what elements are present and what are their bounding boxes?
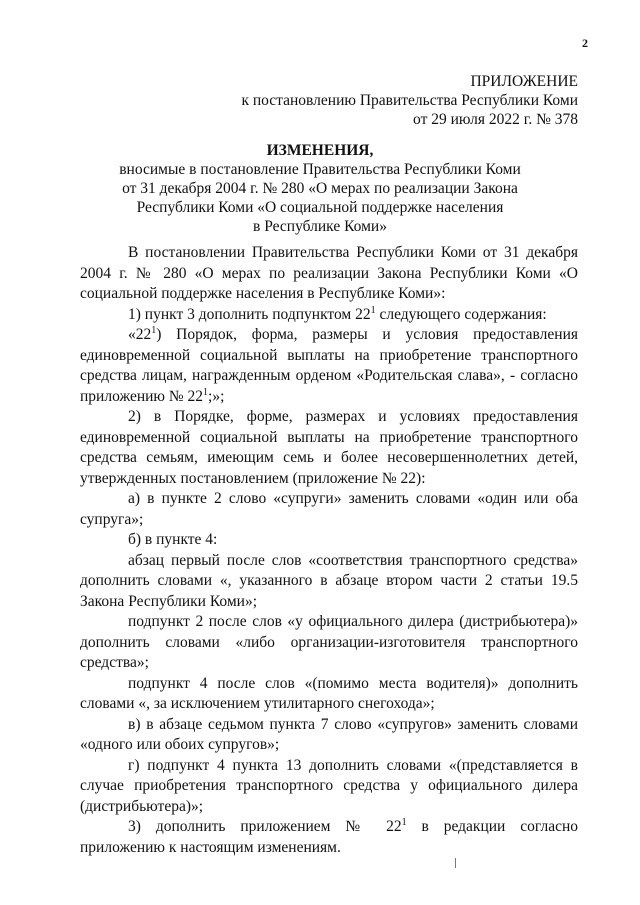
page-number: 2 [582, 36, 588, 50]
item-2d: г) подпункт 4 пункта 13 дополнить словами «(представляется в случае приобретения транспортного средства у официального дилера (дистрибьютера)»; [80, 756, 578, 815]
scan-mark [455, 858, 456, 868]
item-1 [80, 305, 578, 326]
item-1-sup: 1 [370, 304, 376, 316]
document-body [80, 243, 578, 858]
item-3 [80, 817, 578, 858]
intro-paragraph: В постановлении Правительства Республики Коми от 31 декабря 2004 г. № 280 «О мерах по реализации Закона Республики Коми «О социальной поддержке населения в Республике Коми»: [80, 244, 578, 302]
item-1-post: следующего содержания: [375, 305, 547, 323]
item-1-pre: 1) пункт 3 дополнить подпунктом 22 [128, 305, 371, 323]
heading-line-4: в Республике Коми» [253, 218, 387, 235]
item-2b: б) в пункте 4: [128, 531, 218, 548]
heading-line-2: от 31 декабря 2004 г. № 280 «О мерах по реализации Закона [122, 180, 518, 197]
appendix-line-1: к постановлению Правительства Республики Коми [241, 92, 578, 109]
item-3-pre: 3) дополнить приложением № 22 [128, 818, 402, 835]
item-1-text-sup-2: 1 [203, 386, 209, 398]
appendix-title: ПРИЛОЖЕНИЕ [470, 73, 578, 90]
item-2b-1: абзац первый после слов «соответствия транспортного средства» дополнить словами «, указанного в абзаце втором части 2 статьи 19.5 Закона Республики Коми»; [80, 551, 578, 610]
item-1-text-sup: 1 [151, 325, 157, 336]
item-1-text-mid: ) Порядок, форма, размеры и условия предоставления единовременной социальной выплаты на приобретение транспортного средства лицам, награжденным орденом «Родительская слава», - согласно приложению № 22 [80, 326, 578, 405]
appendix-line-2: от 29 июля 2022 г. № 378 [413, 111, 578, 128]
heading-line-3: Республики Коми «О социальной поддержке населения [136, 199, 504, 216]
item-1-text-post: ;»; [208, 387, 225, 405]
item-2b-2: подпункт 2 после слов «у официального дилера (дистрибьютера)» дополнить словами «либо организации-изготовителя транспортного средства»; [80, 613, 578, 671]
appendix-block [241, 72, 578, 129]
item-1-text [80, 325, 578, 407]
heading-title: ИЗМЕНЕНИЯ, [266, 142, 374, 159]
item-2a: а) в пункте 2 слово «супруги» заменить словами «один или оба супруга»; [80, 490, 578, 528]
item-2b-3: подпункт 4 после слов «(помимо места водителя)» дополнить словами «, за исключением утилитарного снегохода»; [80, 674, 578, 712]
item-2c: в) в абзаце седьмом пункта 7 слово «супругов» заменить словами «одного или обоих супругов»; [80, 715, 578, 753]
item-3-post: в редакции согласно приложению к настоящим изменениям. [80, 818, 578, 856]
document-heading [0, 141, 640, 236]
item-1-text-pre: «22 [128, 326, 152, 343]
heading-line-1: вносимые в постановление Правительства Республики Коми [119, 161, 521, 178]
item-2: 2) в Порядке, форме, размерах и условиях предоставления единовременной социальной выплаты на приобретение транспортного средства семьям, имеющим семь и более несовершеннолетних детей, утвержденных постановлением (приложение № 22): [80, 408, 578, 487]
item-3-sup: 1 [401, 817, 407, 828]
